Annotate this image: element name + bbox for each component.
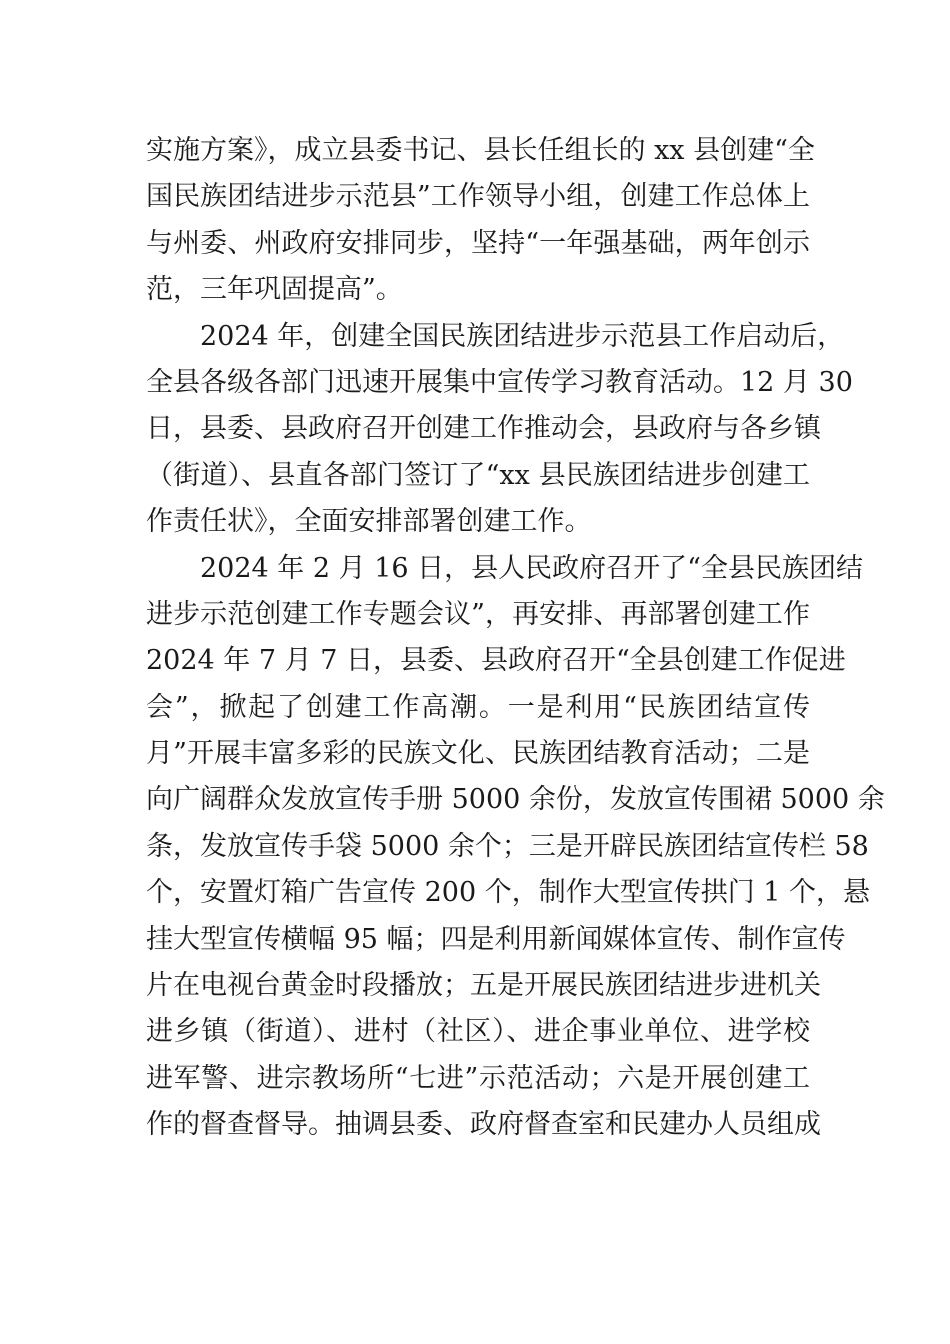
text-line: 2024 年，创建全国民族团结进步示范县工作启动后， <box>200 320 845 352</box>
text-line: 片在电视台黄金时段播放；五是开展民族团结进步进机关 <box>146 970 821 1002</box>
text-line: 作的督查督导。抽调县委、政府督查室和民建办人员组成 <box>146 1109 821 1141</box>
text-line: 国民族团结进步示范县”工作领导小组，创建工作总体上 <box>146 181 810 213</box>
text-line: 2024 年 2 月 16 日，县人民政府召开了“全县民族团结 <box>200 552 863 584</box>
text-line: 进乡镇（街道）、进村（社区）、进企事业单位、进学校 <box>146 1016 810 1048</box>
text-line: 范，三年巩固提高”。 <box>146 274 403 306</box>
text-line: 向广阔群众发放宣传手册 5000 余份，发放宣传围裙 5000 余 <box>146 784 885 816</box>
text-line: 2024 年 7 月 7 日，县委、县政府召开“全县创建工作促进 <box>146 645 846 677</box>
text-line: 条，发放宣传手袋 5000 余个；三是开辟民族团结宣传栏 58 <box>146 830 869 862</box>
text-line: 与州委、州政府安排同步，坚持“一年强基础，两年创示 <box>146 227 810 259</box>
text-line: 作责任状》，全面安排部署创建工作。 <box>146 506 592 538</box>
text-line: （街道）、县直各部门签订了“xx 县民族团结进步创建工 <box>146 459 810 491</box>
text-line: 进步示范创建工作专题会议”，再安排、再部署创建工作 <box>146 598 810 630</box>
text-line: 个，安置灯箱广告宣传 200 个，制作大型宣传拱门 1 个，悬 <box>146 877 871 909</box>
document-body <box>146 128 885 1149</box>
text-line: 挂大型宣传横幅 95 幅；四是利用新闻媒体宣传、制作宣传 <box>146 923 846 955</box>
text-line: 全县各级各部门迅速开展集中宣传学习教育活动。12 月 30 <box>146 366 853 398</box>
text-line: 月”开展丰富多彩的民族文化、民族团结教育活动；二是 <box>146 738 810 770</box>
text-line: 实施方案》，成立县委书记、县长任组长的 xx 县创建“全 <box>146 135 815 166</box>
text-line: 日，县委、县政府召开创建工作推动会，县政府与各乡镇 <box>146 413 821 445</box>
text-line: 进军警、进宗教场所“七进”示范活动；六是开展创建工 <box>146 1062 810 1094</box>
text-line: 会”，掀起了创建工作高潮。一是利用“民族团结宣传 <box>146 691 810 723</box>
